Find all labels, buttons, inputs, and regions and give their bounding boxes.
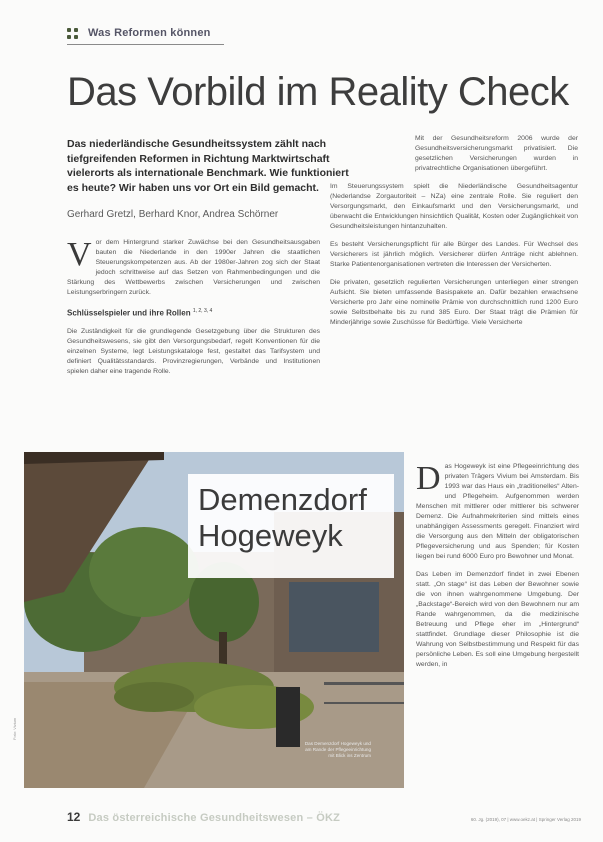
drop-cap: D [416, 460, 441, 497]
body-column-1 [67, 238, 320, 385]
article-lead: Das niederländische Gesundheitssystem zählt nach tiefgreifenden Reformen in Richtung Marktwirtschaft vielerorts als internationale Benchmark. Wie funktioniert es heute? Wir haben uns vor Ort ein Bild gemacht. [67, 138, 349, 194]
issue-info: 60. Jg. (2019), 07 | www.oekz.at | Springer Verlag 2019 [470, 817, 581, 822]
feature-title-box [188, 474, 394, 578]
paragraph: Die Zuständigkeit für die grundlegende Gesetzgebung über die Strukturen des Gesundheitswesens, sie gibt den Versorgungsbedarf, regelt Konventionen für die einzelnen Systeme, legt Leistungskataloge fest, gestaltet das Tarifsystem und definiert Qualitätsstandards. Provinzregierungen, Verbände und Institutionen spielen daher eine tragende Rolle. [67, 327, 320, 375]
feature-title-line-2: Hogeweyk [198, 518, 343, 553]
article-authors: Gerhard Gretzl, Berhard Knor, Andrea Schörner [67, 209, 279, 220]
paragraph: Mit der Gesundheitsreform 2006 wurde der Gesundheitsversicherungsmarkt privatisiert. Die gesetzlichen Versicherungen wurden in privatrechtliche Organisationen übergeführt. [415, 135, 578, 172]
body-column-2 [330, 134, 578, 336]
paragraph: Die privaten, gesetzlich regulierten Versicherungen unterliegen einer strengen Aufsicht. Sie bieten umfassende Basispakete an. Dafür bezahlen erwachsene Versicherte pro Jahr eine nominelle Prämie von durchschnittlich rund 1200 Euro sowie Selbstbehalte bis zu rund 385 Euro. Der Staat trägt die Prämien für Minderjährige sowie Zuschüsse für Bedürftige. Viele Versicherte [330, 279, 578, 326]
paragraph-text: as Hogeweyk ist eine Pflegeeinrichtung des privaten Trägers Vivium bei Amsterdam. Bis 1993 war das Haus ein „traditionelles“ Alten- und Pflegeheim. Aufgenommen werden Menschen mit mittlerer oder mittlerer bis schwerer Demenz. Die Aufnahmekriterien sind mittels eines unabhängigen Assessments geregelt. Finanziert wird die Versorgung aus den Mitteln der obligatorischen Pflegeversicherung und aus Spenden; für Kosten liegen bei rund 6000 Euro pro Bewohner und Monat. [416, 463, 579, 560]
section-label: Was Reformen können [88, 27, 211, 39]
article-title: Das Vorbild im Reality Check [67, 70, 569, 114]
section-dots-icon [67, 28, 78, 39]
feature-title-line-1: Demenzdorf [198, 482, 367, 517]
drop-cap: V [67, 236, 92, 273]
section-divider [67, 44, 224, 45]
subheading [67, 306, 320, 319]
paragraph: Das Leben im Demenzdorf findet in zwei Ebenen statt. „On stage“ ist das Leben der Bewohner sowie die von ihnen wahrgenommene Umgebung. Der „Backstage“-Bereich wird von den Bewohnern nur am Rande wahrgenommen, da die medizinische Betreuung und Pflege eher im „Hintergrund“ stattfindet. Grundlage dieser Philosophie ist die Wahrung von Selbstbestimmung und Respekt für das persönliche Leben. Es soll eine Umgebung hergestellt werden, in [416, 571, 579, 668]
reference-numbers: 1, 2, 3, 4 [192, 308, 213, 314]
paragraph-text: or dem Hintergrund starker Zuwächse bei den Gesundheitsausgaben bauten die Niederlande in den 1990er Jahren die staatlichen Steuerungskompetenzen aus. Ab der 1980er-Jahren zog sich der Staat jedoch schrittweise auf das Setzen von Rahmenbedingungen und die Stärkung des Wettbewerbs zwischen Versicherungen und zwischen Leistungserbringern zurück. [67, 239, 320, 296]
paragraph [416, 462, 579, 562]
page-number: 12 [67, 810, 81, 824]
paragraph: Im Steuerungssystem spielt die Niederländische Gesundheitsagentur (Nederlandse Zorgautoriteit – NZa) eine zentrale Rolle. Sie reguliert den Versorgungsmarkt, den Einkaufsmarkt und den Versicherungsmarkt, und überwacht die Entwicklungen hinsichtlich Qualität, Kosten oder Zugänglichkeit von Gesundheitsleistungen hintanzuhalten. [330, 183, 578, 230]
paragraph: Es besteht Versicherungspflicht für alle Bürger des Landes. Für Wechsel des Versicherers ist jährlich möglich. Versicherer dürfen Anträge nicht ablehnen. Starke Patientenorganisationen vertreten die Interessen der Versicherten. [330, 241, 578, 268]
sidebar-column [416, 462, 579, 678]
photo-credit: Foto: Vivium [12, 717, 17, 740]
paragraph [67, 238, 320, 298]
journal-name: Das österreichische Gesundheitswesen – ÖKZ [88, 812, 341, 824]
section-tag [67, 27, 211, 39]
subheading-text: Schlüsselspieler und ihre Rollen [67, 308, 191, 318]
photo-caption: Das Demenzdorf Hogeweyk und am Rande der Pflegeeinrichtung mit Blick ins Zentrum [304, 741, 371, 758]
